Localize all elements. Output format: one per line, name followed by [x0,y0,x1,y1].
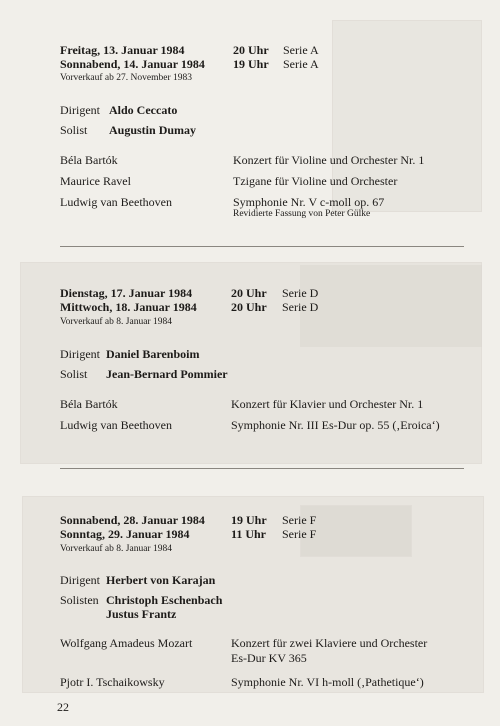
concert-time: 19 Uhr [233,57,269,71]
program-composer: Béla Bartók [60,397,118,411]
program-work: Tzigane für Violine und Orchester [233,174,398,188]
program-composer: Maurice Ravel [60,174,131,188]
concert-time: 11 Uhr [231,527,267,541]
program-work: Symphonie Nr. VI h-moll (‚Pathetique‘) [231,675,424,689]
program-work: Konzert für zwei Klaviere und Orchester [231,636,428,650]
concert-time: 19 Uhr [231,513,267,527]
performer-name: Jean-Bernard Pommier [106,367,228,381]
program-note: Revidierte Fassung von Peter Gülke [233,209,371,219]
program-work: Konzert für Klavier und Orchester Nr. 1 [231,397,424,411]
performer-role: Dirigent [60,103,100,117]
concert-series: Serie F [282,513,317,527]
performer-role: Solist [60,367,88,381]
concert-time: 20 Uhr [231,300,267,314]
concert-date: Dienstag, 17. Januar 1984 [60,286,193,300]
performer-role: Solist [60,123,88,137]
bleed-through-ad [300,265,482,347]
section-divider [60,246,464,247]
presale-note: Vorverkauf ab 27. November 1983 [60,73,192,83]
performer-role: Dirigent [60,573,100,587]
program-composer: Pjotr I. Tschaikowsky [60,675,165,689]
performer-name: Daniel Barenboim [106,347,200,361]
performer-name: Augustin Dumay [109,123,197,137]
concert-date: Freitag, 13. Januar 1984 [60,43,185,57]
concert-time: 20 Uhr [233,43,269,57]
performer-name: Aldo Ceccato [109,103,178,117]
concert-date: Sonnabend, 14. Januar 1984 [60,57,205,71]
performer-name: Justus Frantz [106,607,177,621]
performer-name: Herbert von Karajan [106,573,216,587]
concert-date: Mittwoch, 18. Januar 1984 [60,300,197,314]
section-divider [60,468,464,469]
performer-role: Dirigent [60,347,100,361]
program-composer: Béla Bartók [60,153,118,167]
concert-date: Sonnabend, 28. Januar 1984 [60,513,205,527]
performer-name: Christoph Eschenbach [106,593,223,607]
program-composer: Wolfgang Amadeus Mozart [60,636,193,650]
program-work: Symphonie Nr. III Es-Dur op. 55 (‚Eroica‘) [231,418,440,432]
program-composer: Ludwig van Beethoven [60,195,172,209]
program-composer: Ludwig van Beethoven [60,418,172,432]
concert-series: Serie A [283,43,319,57]
concert-series: Serie D [282,300,319,314]
program-work: Konzert für Violine und Orchester Nr. 1 [233,153,425,167]
bleed-through-ad [300,505,412,557]
concert-series: Serie A [283,57,319,71]
program-work-line2: Es-Dur KV 365 [231,651,307,665]
performer-role: Solisten [60,593,99,607]
concert-time: 20 Uhr [231,286,267,300]
concert-date: Sonntag, 29. Januar 1984 [60,527,190,541]
program-work: Symphonie Nr. V c-moll op. 67 [233,195,385,209]
presale-note: Vorverkauf ab 8. Januar 1984 [60,317,172,327]
page-number: 22 [57,700,69,714]
concert-series: Serie F [282,527,317,541]
presale-note: Vorverkauf ab 8. Januar 1984 [60,544,172,554]
concert-series: Serie D [282,286,319,300]
